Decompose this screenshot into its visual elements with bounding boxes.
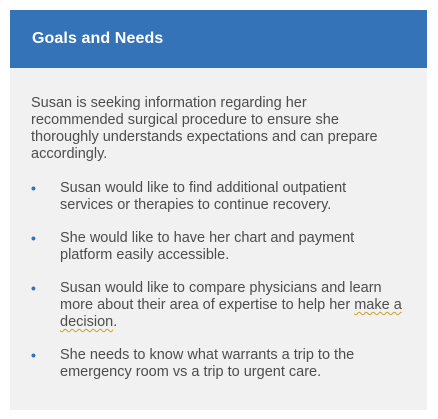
need-text: Susan would like to find additional outpatient services or therapies to continue recovery. [60, 180, 347, 213]
need-text-part: . [113, 314, 118, 330]
need-text [60, 280, 402, 330]
bullet-icon: • [31, 347, 36, 363]
flagged-phrase: make a decision [60, 297, 402, 330]
card-title: Goals and Needs [32, 30, 164, 47]
need-text: She would like to have her chart and payment platform easily accessible. [60, 230, 355, 263]
need-item [31, 280, 403, 331]
need-text: She needs to know what warrants a trip to the emergency room vs a trip to urgent care. [60, 347, 355, 380]
need-item [31, 180, 403, 214]
bullet-icon: • [31, 230, 36, 246]
needs-list [31, 180, 403, 381]
need-item [31, 230, 403, 264]
card-body [10, 68, 427, 381]
need-text-part: Susan would like to compare physicians and learn more about their area of expertise to help her [60, 280, 382, 313]
need-item [31, 347, 403, 381]
card-header [10, 10, 427, 68]
bullet-icon: • [31, 280, 36, 296]
goals-and-needs-card [10, 10, 427, 410]
intro-paragraph: Susan is seeking information regarding her recommended surgical procedure to ensure she thoroughly understands expectations and can prepare accordingly. [31, 95, 378, 162]
bullet-icon: • [31, 180, 36, 196]
